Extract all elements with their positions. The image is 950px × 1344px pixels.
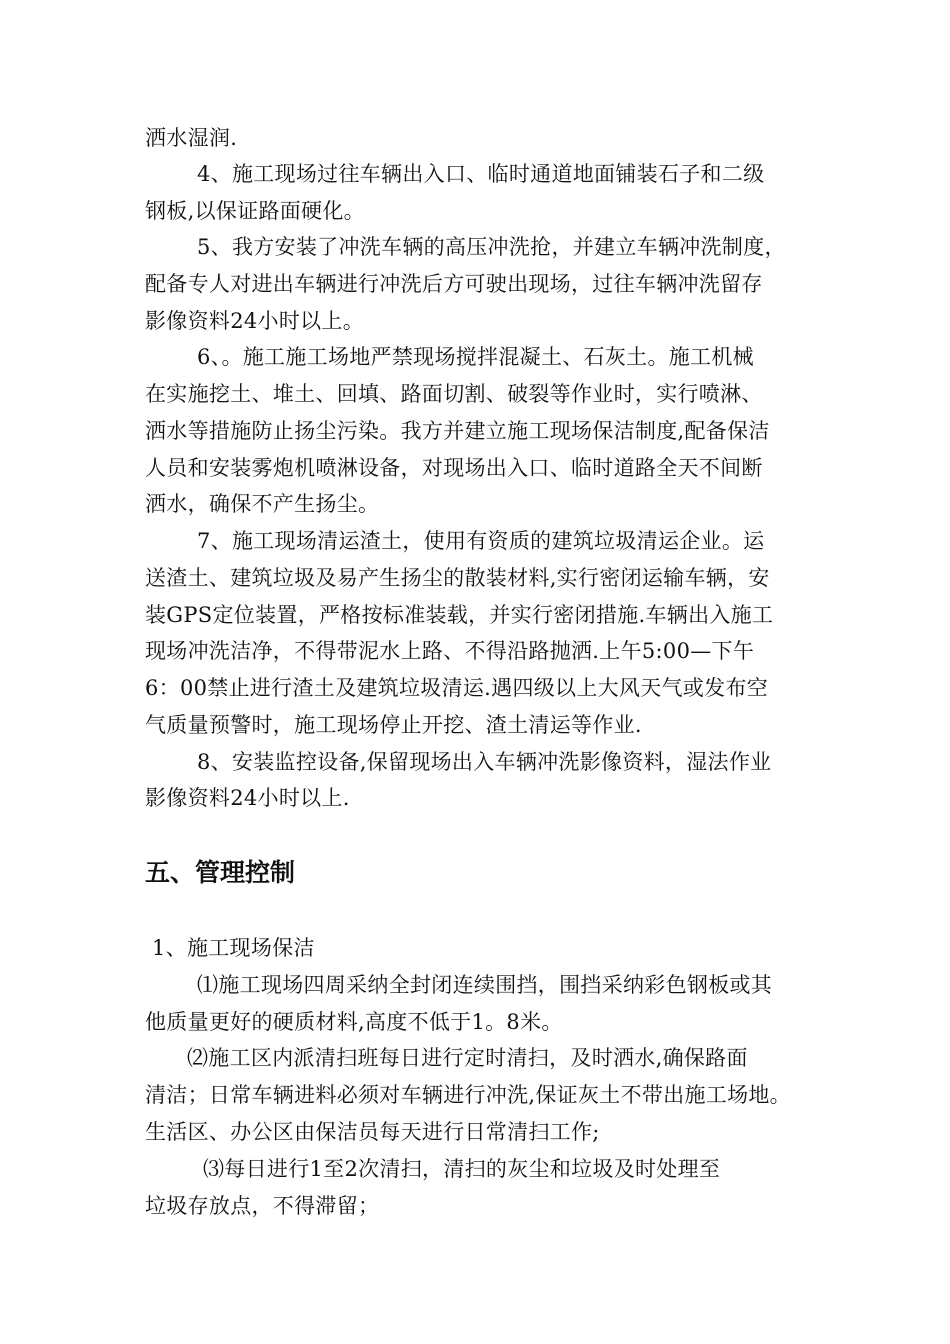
paragraph-line: 配备专人对进出车辆进行冲洗后方可驶出现场，过往车辆冲洗留存 [145,272,763,296]
list-item-line: ⑵施工区内派清扫班每日进行定时清扫，及时洒水,确保路面 [187,1046,748,1070]
paragraph-line: 钢板,以保证路面硬化。 [145,199,365,223]
list-item-line: 生活区、办公区由保洁员每天进行日常清扫工作; [145,1120,600,1144]
section-heading: 五、管理控制 [145,858,296,887]
paragraph-line: 8、安装监控设备,保留现场出入车辆冲洗影像资料，湿法作业 [197,750,772,774]
paragraph-line: 装GPS定位装置，严格按标准装载，并实行密闭措施.车辆出入施工 [145,603,774,627]
paragraph-line: 气质量预警时，施工现场停止开挖、渣土清运等作业. [145,713,642,737]
paragraph-line: 现场冲洗洁净，不得带泥水上路、不得沿路抛洒.上午5:00—下午 [145,639,755,663]
paragraph-line: 7、施工现场清运渣土，使用有资质的建筑垃圾清运企业。运 [197,529,765,553]
paragraph-line: 6：00禁止进行渣土及建筑垃圾清运.遇四级以上大风天气或发布空 [145,676,769,700]
paragraph-line: 6、。施工施工场地严禁现场搅拌混凝土、石灰土。施工机械 [197,345,754,369]
paragraph-line: 5、我方安装了冲洗车辆的高压冲洗抢，并建立车辆冲洗制度， [197,235,786,259]
list-item-line: 清洁；日常车辆进料必须对车辆进行冲洗,保证灰土不带出施工场地。 [145,1083,791,1107]
paragraph-line: 送渣土、建筑垃圾及易产生扬尘的散装材料,实行密闭运输车辆，安 [145,566,770,590]
paragraph-line: 在实施挖土、堆土、回填、路面切割、破裂等作业时，实行喷淋、 [145,382,763,406]
list-item-line: 垃圾存放点，不得滞留； [145,1194,380,1218]
paragraph-line: 4、施工现场过往车辆出入口、临时通道地面铺装石子和二级 [197,162,765,186]
paragraph-line: 影像资料24小时以上. [145,786,350,810]
paragraph-line: 洒水，确保不产生扬尘。 [145,492,380,516]
paragraph-line: 影像资料24小时以上。 [145,309,365,333]
paragraph-line: 洒水湿润. [145,126,238,150]
list-item-line: ⑴施工现场四周采纳全封闭连续围挡，围挡采纳彩色钢板或其 [197,973,773,997]
list-item-line: 他质量更好的硬质材料,高度不低于1。8米。 [145,1010,563,1034]
paragraph-line: 洒水等措施防止扬尘污染。我方并建立施工现场保洁制度,配备保洁 [145,419,770,443]
list-item-line: ⑶每日进行1至2次清扫，清扫的灰尘和垃圾及时处理至 [203,1157,721,1181]
paragraph-line: 人员和安装雾炮机喷淋设备，对现场出入口、临时道路全天不间断 [145,456,763,480]
subsection-title: 1、施工现场保洁 [152,936,315,960]
